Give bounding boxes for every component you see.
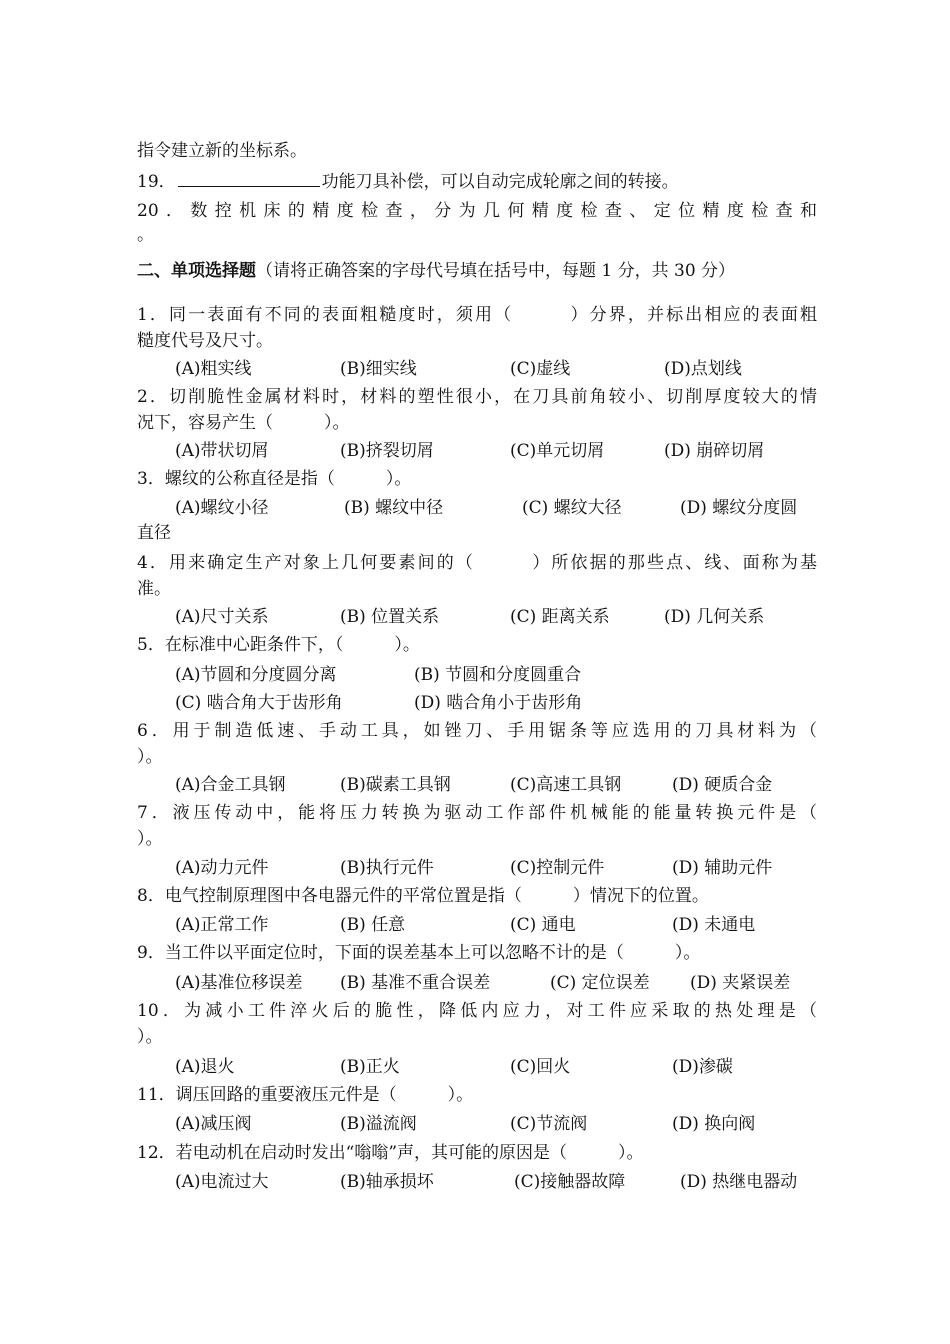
option-b: (B)挤裂切屑 bbox=[340, 441, 434, 461]
option-c: (C)控制元件 bbox=[510, 858, 605, 878]
option-c: (C)高速工具钢 bbox=[510, 775, 622, 795]
option-c: (C)回火 bbox=[510, 1057, 571, 1077]
question-line: 6．用于制造低速、手动工具，如锉刀、手用锯条等应选用的刀具材料为（ bbox=[137, 721, 817, 741]
question-line: 2．切削脆性金属材料时，材料的塑性很小，在刀具前角较小、切削厚度较大的情 bbox=[137, 387, 817, 407]
question-line: ）。 bbox=[137, 747, 163, 767]
option-d: (D) 硬质合金 bbox=[672, 775, 773, 795]
option-a: (A)节圆和分度圆分离 bbox=[175, 665, 337, 685]
question-line: 况下，容易产生（ ）。 bbox=[137, 413, 350, 433]
fill-in-line: 指令建立新的坐标系。 bbox=[137, 141, 307, 161]
question-20: 20．数控机床的精度检查，分为几何精度检查、定位精度检查和 bbox=[137, 201, 817, 221]
question-line: 准。 bbox=[137, 579, 171, 599]
option-d: (D) 热继电器动 bbox=[680, 1172, 798, 1192]
section-heading bbox=[137, 258, 817, 284]
question-line: 4．用来确定生产对象上几何要素间的（ ）所依据的那些点、线、面称为基 bbox=[137, 553, 817, 573]
option-c: (C)单元切屑 bbox=[510, 441, 605, 461]
question-line: 直径 bbox=[137, 523, 171, 543]
option-d: (D) 夹紧误差 bbox=[690, 973, 791, 993]
question-19 bbox=[137, 168, 817, 195]
option-a: (A)螺纹小径 bbox=[175, 498, 269, 518]
question-line: 10．为减小工件淬火后的脆性，降低内应力，对工件应采取的热处理是（ bbox=[137, 1001, 817, 1021]
section-instructions: （请将正确答案的字母代号填在括号中，每题 1 分，共 30 分） bbox=[256, 261, 736, 281]
option-d: (D)渗碳 bbox=[672, 1057, 733, 1077]
option-b: (B) 基准不重合误差 bbox=[340, 973, 491, 993]
question-line: 5．在标准中心距条件下，（ ）。 bbox=[137, 635, 420, 655]
option-b: (B)轴承损坏 bbox=[340, 1172, 434, 1192]
option-d: (D) 未通电 bbox=[672, 915, 756, 935]
option-a: (A)正常工作 bbox=[175, 915, 269, 935]
question-line: 8．电气控制原理图中各电器元件的平常位置是指（ ）情况下的位置。 bbox=[137, 886, 709, 906]
option-b: (B)执行元件 bbox=[340, 858, 434, 878]
question-line: 1．同一表面有不同的表面粗糙度时，须用（ ）分界，并标出相应的表面粗 bbox=[137, 305, 817, 325]
option-c: (C) 螺纹大径 bbox=[522, 498, 622, 518]
option-a: (A)基准位移误差 bbox=[175, 973, 303, 993]
option-c: (C) 距离关系 bbox=[510, 607, 610, 627]
option-a: (A)退火 bbox=[175, 1057, 235, 1077]
question-line: 3．螺纹的公称直径是指（ ）。 bbox=[137, 469, 412, 489]
option-a: (A)电流过大 bbox=[175, 1172, 269, 1192]
option-a: (A)粗实线 bbox=[175, 359, 252, 379]
option-d: (D) 螺纹分度圆 bbox=[680, 498, 798, 518]
option-b: (B) 节圆和分度圆重合 bbox=[414, 665, 582, 685]
option-d: (D)点划线 bbox=[664, 359, 742, 379]
question-line: 12．若电动机在启动时发出“嗡嗡”声，其可能的原因是（ ）。 bbox=[137, 1143, 644, 1163]
question-line: 9．当工件以平面定位时，下面的误差基本上可以忽略不计的是（ ）。 bbox=[137, 943, 701, 963]
option-d: (D) 崩碎切屑 bbox=[664, 441, 765, 461]
option-a: (A)减压阀 bbox=[175, 1114, 252, 1134]
option-d: (D) 几何关系 bbox=[664, 607, 765, 627]
option-b: (B)正火 bbox=[340, 1057, 400, 1077]
question-text: 功能刀具补偿，可以自动完成轮廓之间的转接。 bbox=[321, 172, 679, 192]
option-b: (B) 任意 bbox=[340, 915, 406, 935]
option-b: (B) 位置关系 bbox=[340, 607, 440, 627]
option-d: (D) 啮合角小于齿形角 bbox=[414, 693, 583, 713]
question-line: ）。 bbox=[137, 1027, 163, 1047]
option-b: (B) 螺纹中径 bbox=[344, 498, 444, 518]
question-line: ）。 bbox=[137, 829, 163, 849]
answer-blank[interactable] bbox=[178, 168, 320, 187]
option-c: (C) 啮合角大于齿形角 bbox=[175, 693, 343, 713]
question-number: 19． bbox=[137, 172, 176, 192]
option-c: (C)虚线 bbox=[510, 359, 571, 379]
option-a: (A)合金工具钢 bbox=[175, 775, 286, 795]
option-d: (D) 辅助元件 bbox=[672, 858, 773, 878]
option-b: (B)溢流阀 bbox=[340, 1114, 417, 1134]
option-d: (D) 换向阀 bbox=[672, 1114, 756, 1134]
question-line: 7．液压传动中，能将压力转换为驱动工作部件机械能的能量转换元件是（ bbox=[137, 803, 817, 823]
option-c: (C)接触器故障 bbox=[514, 1172, 626, 1192]
option-c: (C) 定位误差 bbox=[550, 973, 650, 993]
question-line: 11．调压回路的重要液压元件是（ ）。 bbox=[137, 1085, 474, 1105]
option-a: (A)带状切屑 bbox=[175, 441, 269, 461]
option-a: (A)动力元件 bbox=[175, 858, 269, 878]
question-line: 糙度代号及尺寸。 bbox=[137, 331, 273, 351]
option-c: (C) 通电 bbox=[510, 915, 576, 935]
option-c: (C)节流阀 bbox=[510, 1114, 588, 1134]
option-b: (B)碳素工具钢 bbox=[340, 775, 451, 795]
question-20-continuation: 。 bbox=[137, 225, 154, 245]
section-title: 二、单项选择题 bbox=[137, 261, 256, 281]
option-b: (B)细实线 bbox=[340, 359, 417, 379]
option-a: (A)尺寸关系 bbox=[175, 607, 269, 627]
